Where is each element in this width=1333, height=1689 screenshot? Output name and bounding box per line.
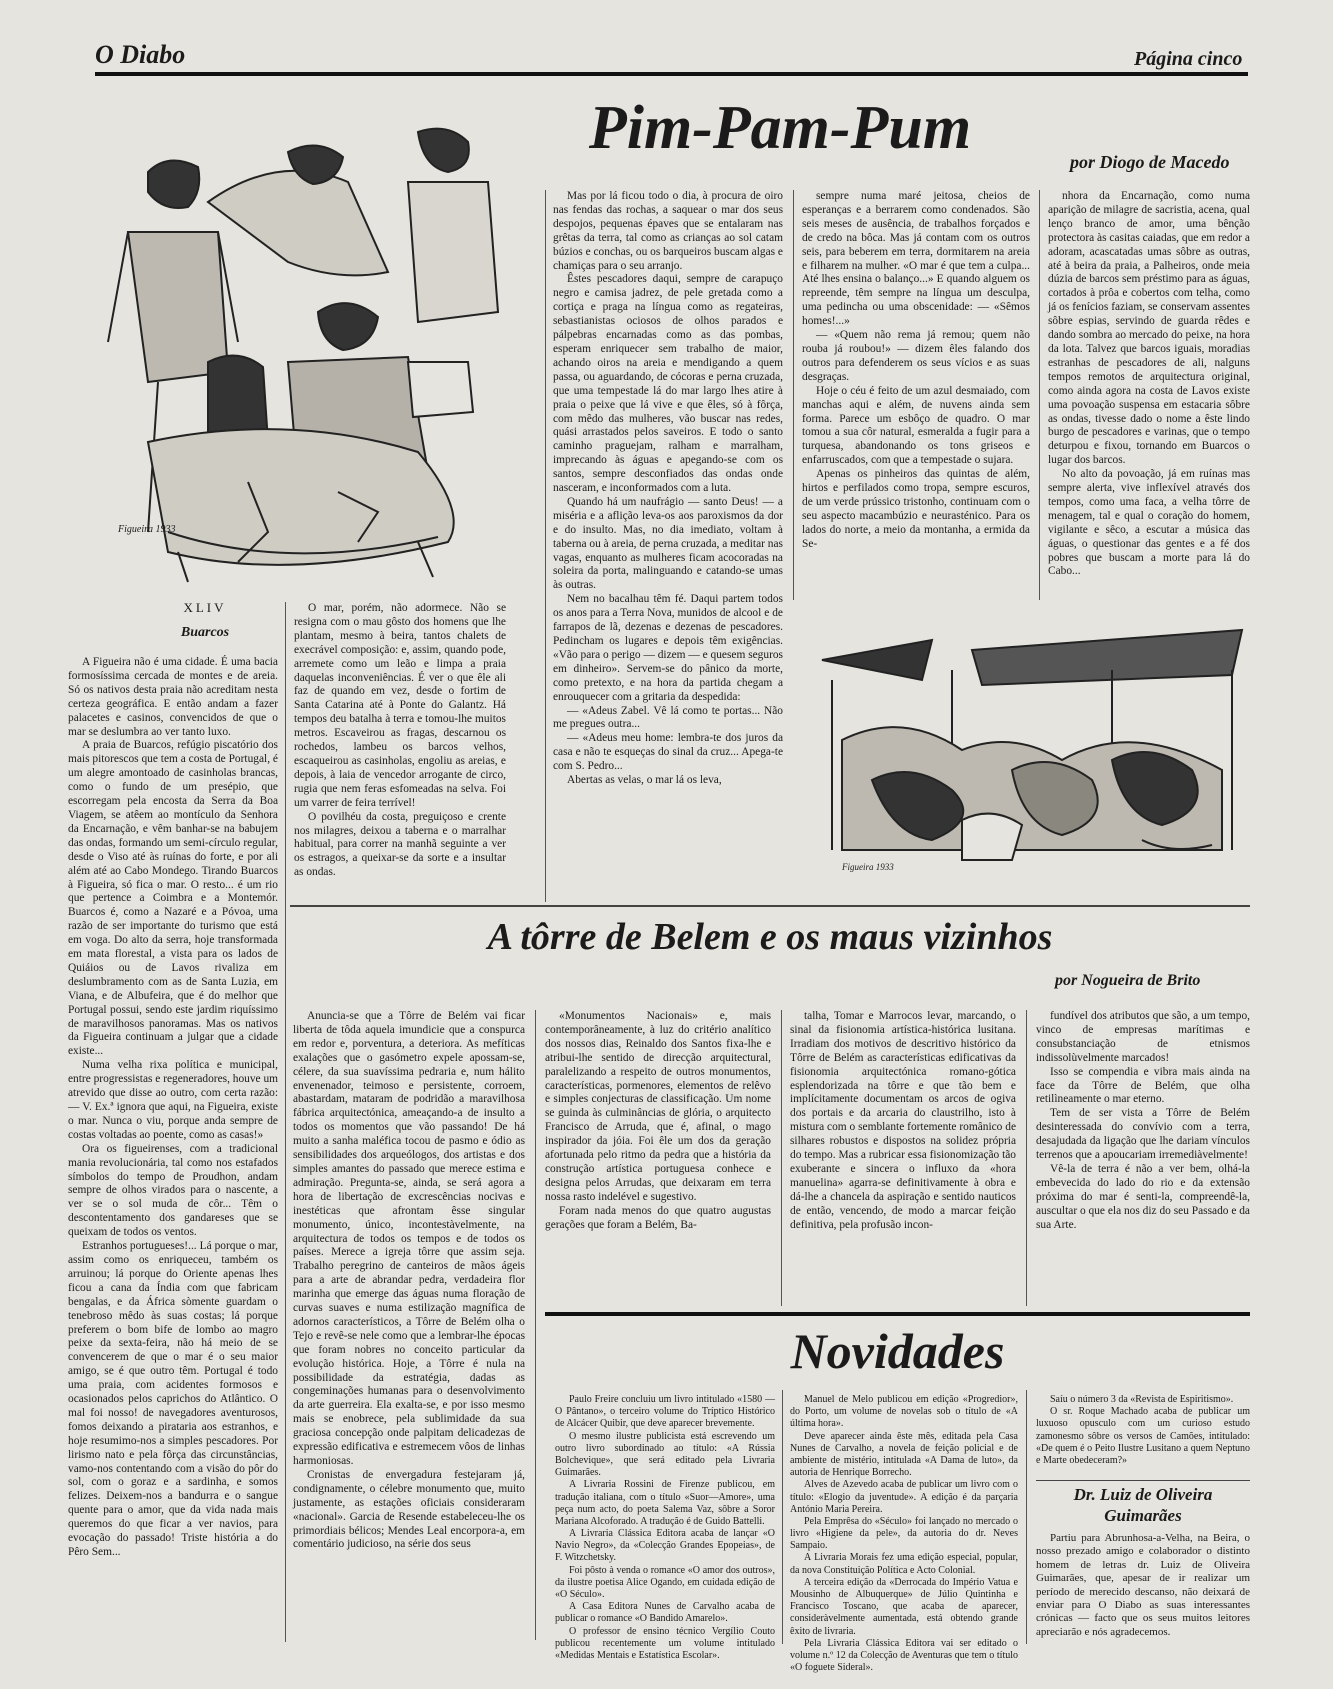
section-rule bbox=[290, 905, 1250, 907]
article1-column-1 bbox=[68, 656, 278, 1646]
paragraph: Mas por lá ficou todo o dia, à procura de oiro nas fendas das rochas, a saquear o mar dos seus despojos, pequenas épaves que se entalaram nas grêtas da terra, tal como as crianças ao sol catam búzios e conchas, ou os barqueiros buscam algas e chamiças para o seu arranjo. bbox=[553, 190, 783, 272]
paragraph: nhora da Encarnação, como numa aparição de milagre de sacristia, acena, qual lenço branco de amor, uma bênção protectora às casitas caiadas, que em redor a adoram, acascatadas umas sôbre as outras, até à beira da praia, a Palheiros, onde meia dúzia de barcos sem préstimo para as águas, cortados à prôa e cobertos com telha, como já os fenícios faziam, se conservam assentes sôbre espias, servindo de guarda rêdes e dando sombra ao mercado do peixe, na hora da lota. Talvez que barcos iguais, moradias estranhas de pescadores de ali, nalguns tempos remotos de arquitectura original, como ainda agora na costa de Lavos existe uma povoação suspensa em estacaria sôbre as ondas, tivesse dado o nome a êste lindo burgo de pescadores e varinas, que o tempo deturpou e fixou, tornando em Buarcos o lugar dos barcos. bbox=[1048, 190, 1250, 467]
novidades-column-3 bbox=[1036, 1394, 1250, 1476]
paragraph: fundível dos atributos que são, a um tempo, vinco de empresas marítimas e consubstanciação de etnismos indissolùvelmente marcados! bbox=[1036, 1010, 1250, 1064]
novidades-column-1 bbox=[555, 1394, 775, 1661]
article1-column-2 bbox=[294, 602, 506, 902]
paragraph: O mar, porém, não adormece. Não se resigna com o mau gôsto dos homens que lhe plantam, mesmo à beira, tantos chalets de execrável composição: e, assim, quando pode, arremete como um leão e limpa a praia daquelas inconveniências. É ver o que êle ali faz de quando em vez, desde o fortim de Santa Catarina até à Ponte do Galantz. Há tempos deu batalha à terra e tomou-lhe muitos metros. Escaveirou as fragas, descarnou os rochedos, lambeu os barcos velhos, escaqueirou as casinholas, engoliu as areias, e depois, à laia de vencedor arrogante de circo, rugia que nem feras esfomeadas na selva. Foi um varrer de feira terrível! bbox=[294, 602, 506, 809]
paragraph: — «Adeus Zabel. Vê lá como te portas... Não me pregues outra... bbox=[553, 704, 783, 731]
newspaper-name: O Diabo bbox=[95, 40, 186, 69]
article2-column-4 bbox=[1036, 1010, 1250, 1306]
paragraph: Êstes pescadores daqui, sempre de carapuço negro e camisa jadrez, de pele gretada como a cortiça e praga na língua como as regateiras, sebastianistas ociosos de olhos parados e pálpebras encarnadas como as das pombas, esperam enriquecer sem trabalho de maior, achando oiros na areia e mendigando a quem passa, ou aguardando, de cócoras e perna cruzada, que uma tempestade lá do mar largo lhes atire à praia o peixe que lá vive e que êles, só à fôrça, com mêdo das mulheres, vão buscar nas redes, quási arrastados pelos saveiros. E todo o santo caminho praguejam, ralham e marralham, imprecando às águas e apegando-se com os santos, sempre desconfiados das ondas onde nasceram, e inconformados com a luta. bbox=[553, 273, 783, 495]
column-divider bbox=[781, 1010, 782, 1306]
paragraph: «Monumentos Nacionais» e, mais contemporâneamente, à luz do critério analítico dos nossos dias, Reinaldo dos Santos fixa-lhe e atribui-lhe sentido de direcção arquitectural, paralelizando a respeito de outros monumentos, características, pormenores, elementos de relêvo e simples conjecturas de classificação. Um nome se guinda às culminâncias de glória, o arquitecto Francisco de Arruda, que é, afinal, o mago inspirador da jóia. Foi êle um dos da geração afortunada pelo ritmo da pedra que a história da construção artística portuguesa conhece e designa pelos Arrudas, que deixaram em terra nossa rasto indelével e sugestivo. bbox=[545, 1010, 771, 1203]
paragraph: Vê-la de terra é não a ver bem, olhá-la embevecida do lado do rio e da extensão próxima do mar é senti-la, compreendê-la, auscultar o que ela nos diz do seu Passado e da sua Arte. bbox=[1036, 1162, 1250, 1231]
column-divider bbox=[285, 602, 286, 1642]
article-byline: por Diogo de Macedo bbox=[1070, 152, 1230, 172]
illustration-signature: Figueira 1933 bbox=[842, 862, 894, 872]
paragraph: — «Quem não rema já remou; quem não rouba já roubou!» — dizem êles falando dos outros para defenderem os seus vícios e as suas desgraças. bbox=[802, 329, 1030, 383]
paragraph: No alto da povoação, já em ruínas mas sempre alerta, vive inflexível através dos tempos, como uma faca, a velha tôrre de menagem, tal e qual o coração do homem, vigilante e sêco, a escutar a música das águas, o questionar das gentes e a fé dos pobres que buscam a morte para lá do Cabo... bbox=[1048, 468, 1250, 578]
article2-column-2 bbox=[545, 1010, 771, 1306]
paragraph: Isso se compendia e vibra mais ainda na face da Tôrre de Belém, que olha retilìneamente o mar eterno. bbox=[1036, 1065, 1250, 1106]
fishermen-illustration bbox=[88, 112, 520, 590]
news-item: A Livraria Clássica Editora acaba de lançar «O Navio Negro», da «Colecção Grandes Epopeias», de F. Witzchetsky. bbox=[555, 1528, 775, 1564]
paragraph: Hoje o céu é feito de um azul desmaiado, com manchas aqui e além, de nuvens ainda sem forma. Parece um esbôço de quadro. O mar tomou a sua côr natural, esmeralda a fugir para a turquesa, abandonando os tons griseos e enfarruscados, com que a tempestade o sujara. bbox=[802, 384, 1030, 467]
paragraph: Tem de ser vista a Tôrre de Belém desinteressada do convívio com a terra, desajudada da ligação que lhe dariam vínculos terrenos que a apoucariam irremediàvelmente! bbox=[1036, 1107, 1250, 1162]
notice-rule bbox=[1036, 1480, 1250, 1481]
beach-crowd-illustration bbox=[812, 620, 1252, 885]
paragraph: talha, Tomar e Marrocos levar, marcando, o sinal da fisionomia artística-histórica lusitana. Irradiam dos motivos de descritivo histórico da Tôrre de Belém as características edificativas da fisionomia arquitectónica romano-gótica esplendorizada na tôrre e que tão bem e implícitamente documentam os arcos de ogiva dos portais e da arcaria do claustrilho, isto à mistura com o semblante fortemente românico de silhares robustos e dispostos na solidez própria do tempo. Mas a rubricar essa fisionomização tão exuberante e sincera o influxo da «hora manuelina» agarra-se definitivamente à obra e dá-lhe a chancela da aspiração e sentido nauticos de então, vencendo, de modo a marcar feição definitiva, pela profusão incon- bbox=[790, 1010, 1016, 1231]
news-item: Deve aparecer ainda êste mês, editada pela Casa Nunes de Carvalho, a novela de feição policial e de ambiente de mistério, intitulada «A Dama de luto», da autoria de Henrique Borrecho. bbox=[790, 1430, 1018, 1479]
chapter-title: Buarcos bbox=[180, 625, 230, 640]
paragraph: Quando há um naufrágio — santo Deus! — a miséria e a aflição leva-os aos paroxismos da dor e do insulto. Mas, no dia imediato, voltam à taberna ou à areia, de perna cruzada, a meditar nas vagas, enquanto as mulheres ficam acocoradas na soleira da porta, malinguando e catando-se umas às outras. bbox=[553, 495, 783, 592]
paragraph: Partiu para Abrunhosa-a-Velha, na Beira, o nosso prezado amigo e colaborador o distinto homem de letras dr. Luiz de Oliveira Guimarães, que, apesar de ir realizar um período de merecido descanso, não deixará de enviar para O Diabo as suas interessantes crónicas — facto que os seus muitos leitores apreciarão e nós agradecemos. bbox=[1036, 1532, 1250, 1638]
news-item: Paulo Freire concluiu um livro intitulado «1580 — O Pântano», o terceiro volume do Tríptico Histórico de Alcácer Quibir, que deve aparecer brevemente. bbox=[555, 1394, 775, 1430]
article2-column-3 bbox=[790, 1010, 1016, 1306]
paragraph: Estranhos portugueses!... Lá porque o mar, assim como os enriqueceu, também os arruinou; lá porque do Oriente apenas lhes ficou a cana da Índia com que fabricam bengalas, e da África sòmente guardam o tenebroso mêdo às suas costas; lá porque preferem o bom bife de lombo ao magro peixe da sexta-feira, não há meio de se convencerem de que o mar é o seu maior amigo, se é que outro têm. Portugal é todo uma praia, com acidentes formosos e ocasionados pelos caprichos do Atlântico. O mal foi nosso! de navegadores aventurosos, fomos deixando a pirataria aos estranhos, e hoje resumimo-nos a simples pescadores. Por lirismo nato e pela fôrça das circunstâncias, vamo-nos contentando com a visão do pôr do sol, com o goraz e a sardinha, e somos felizes. Deixem-nos a bandurra e o sangue quente para o amor, que da vida nada mais queremos do que ficar a ver navios, para evocação do passado! Triste história a do Pêro Sem... bbox=[68, 1240, 278, 1558]
paragraph: Cronistas de envergadura festejaram já, condignamente, o célebre monumento que, muito justamente, as estações oficiais consideraram «nacional». Garcia de Resende estabeleceu-lhe os primordiais bélicos; Mendes Leal encorpora-a, em comentário judicioso, na série dos seus bbox=[293, 1468, 525, 1551]
news-item: Pela Livraria Clássica Editora vai ser editado o volume n.º 12 da Colecção de Aventuras que tem o título «O foguete Sideral». bbox=[790, 1637, 1018, 1674]
paragraph: sempre numa maré jeitosa, cheios de esperanças e a berrarem como condenados. São seis meses de ausência, de trabalhos forçados e de credo na bôca. Mas já contam com os outros seis, para beberem em terra, dormitarem na areia e filharem na mulher. «O mar é que tem a culpa... Até lhes ensina o balanço...» E quando alguem os repreende, têm sempre na língua um desculpa, uma pedincha ou uma obscenidade: — «Sêmos homes!...» bbox=[802, 190, 1030, 328]
news-item: A Livraria Morais fez uma edição especial, popular, da nova Constituição Política e Acto Colonial. bbox=[790, 1552, 1018, 1576]
news-item: Alves de Azevedo acaba de publicar um livro com o título: «Elogio da juventude». A edição é da parçaria António Maria Pereira. bbox=[790, 1479, 1018, 1515]
article1-column-4 bbox=[802, 190, 1030, 600]
column-divider bbox=[1026, 1390, 1027, 1644]
header-rule bbox=[95, 72, 1248, 76]
news-item: A terceira edição da «Derrocada do Império Vatua e Mousinho de Albuquerque» de Júlio Quintinha e Francisco Toscano, que acaba de aparecer, consideràvelmente aumentada, está obtendo grande êxito de livraria. bbox=[790, 1576, 1018, 1637]
paragraph: Nem no bacalhau têm fé. Daqui partem todos os anos para a Terra Nova, munidos de alcool e de farrapos de lã, dezenas e dezenas de pescadores. Pedincham os lugares e depois têm exigências. «Vão para o perigo — dizem — e quesem seguros em dinheiro». Servem-se do pânico da morte, como pretexto, e na hora da partida chegam a enrouquecer com a gritaria da despedida: bbox=[553, 593, 783, 703]
paragraph: Foram nada menos do que quatro augustas gerações que foram a Belém, Ba- bbox=[545, 1204, 771, 1231]
news-item: O mesmo ilustre publicista está escrevendo um outro livro subordinado ao título: «A Rússia Bolchevique», que será editado pela Livraria Guimarães. bbox=[555, 1430, 775, 1479]
paragraph: A praia de Buarcos, refúgio piscatório dos mais pitorescos que tem a costa de Portugal, é um alegre amontoado de casinholas brancas, como o fundo de um presépio, que escorregam pela encosta da Serra da Boa Viagem, se atêem ao montículo da Senhora da Encarnação, e vêm banhar-se na babujem das ondas, formando um semi-círculo regular, desde o Viso até às ruínas do forte, e por ali além até ao Cabo Mondego. Tirando Buarcos à Figueira, só fica o mar. O resto... é um rio que pertence a Coimbra e a Montemór. Buarcos é, como a Nazaré e a Póvoa, uma razão de ser importante do turismo que está em voga. Do alto da serra, hoje transformada em mata florestal, a vista para os lados de Quiáios ou de Lavos rivaliza em deslumbramento com as de Santa Luzia, em Viana, e de Albufeira, que é do melhor que Portugal possui, sendo este jardim riquíssimo de maravilhosos panoramas. Mas os nativos da Figueira continuam a julgar que a cidade existe... bbox=[68, 739, 278, 1058]
news-item: A Livraria Rossini de Firenze publicou, em tradução italiana, com o título «Suor—Amore», uma peça num acto, do poeta Salema Vaz, sôbre a Soror Mariana Alcoforado. A tradução é de Guido Battelli. bbox=[555, 1479, 775, 1527]
notice-body bbox=[1036, 1532, 1250, 1650]
paragraph: Ora os figueirenses, com a tradicional mania revolucionária, tal como nos estafados símbolos do tempo de Proudhon, andam sempre de olhos virados para o nascente, a ver se o sol muda de côr... Têm o descontentamento dos gandareses que se queixam de todos os ventos. bbox=[68, 1142, 278, 1239]
news-item: Pela Emprêsa do «Século» foi lançado no mercado o livro «Higiene da pele», da autoria do dr. Neves Sampaio. bbox=[790, 1515, 1018, 1552]
novidades-rule bbox=[545, 1312, 1250, 1316]
paragraph: Abertas as velas, o mar lá os leva, bbox=[567, 774, 722, 787]
column-divider bbox=[545, 190, 546, 902]
novidades-column-2 bbox=[790, 1394, 1018, 1674]
column-divider bbox=[1026, 1010, 1027, 1306]
news-item: O sr. Roque Machado acaba de publicar um luxuoso opusculo com um curioso estudo zamonesmo sôbre os versos de Camões, intitulado: «De quem é o Peito Ilustre Lusitano a quem Neptuno e Marte obedeceram?» bbox=[1036, 1406, 1250, 1466]
illustration-signature: Figueira 1933 bbox=[118, 524, 176, 535]
column-divider bbox=[1039, 190, 1040, 600]
column-divider bbox=[535, 1010, 536, 1640]
article-title: Pim-Pam-Pum bbox=[588, 94, 972, 162]
page-number-label: Página cinco bbox=[1134, 48, 1243, 70]
paragraph: Apenas os pinheiros das quintas de além, hirtos e perfilados como tropa, sempre escuros, de um verde prússico tristonho, continuam com o seu aspecto macambúzio e neurasténico. Para os lados do norte, a meio da montanha, a ermida da Se- bbox=[802, 468, 1030, 550]
article2-column-1 bbox=[293, 1010, 525, 1650]
article2-byline: por Nogueira de Brito bbox=[1055, 972, 1201, 989]
paragraph: — «Adeus meu home: lembra-te dos juros da casa e não te esqueças do sinal da cruz... Apega-te com S. Pedro... bbox=[553, 732, 783, 773]
notice-title: Dr. Luiz de Oliveira Guimarães bbox=[1073, 1485, 1213, 1526]
paragraph: A Figueira não é uma cidade. É uma bacia formosíssima cercada de montes e de areia. Só os nativos desta praia não acreditam nesta certeza geográfica. E então andam a fazer palacetes e casinos, convencidos de que o mar se deslumbra ao ver tanto luxo. bbox=[68, 656, 278, 738]
news-item: A Casa Editora Nunes de Carvalho acaba de publicar o romance «O Bandido Amarelo». bbox=[555, 1601, 775, 1625]
column-divider bbox=[793, 190, 794, 600]
paragraph: Numa velha rixa política e municipal, entre progressistas e regeneradores, houve um atrevido que disse ao outro, com certa razão: — V. Ex.ª ignora que aqui, na Figueira, existe o mar. Nunca o viu, porque anda sempre de costas voltadas ao poente, como as casas!» bbox=[68, 1059, 279, 1141]
paragraph: O povilhéu da costa, preguiçoso e crente nos milagres, deixou a taberna e o marralhar habitual, para correr na manhã seguinte a ver os estragos, a queixar-se da sorte e a insultar as ondas. bbox=[294, 810, 506, 879]
news-item: O professor de ensino técnico Vergílio Couto publicou recentemente um volume intitulado «Medidas Mentais e Estatística Escolar». bbox=[555, 1625, 775, 1661]
chapter-number: XLIV bbox=[183, 600, 227, 615]
novidades-title: Novidades bbox=[790, 1323, 1005, 1379]
article2-title: A tôrre de Belem e os maus vizinhos bbox=[487, 916, 1053, 958]
news-item: Saíu o número 3 da «Revista de Espiritismo». bbox=[1050, 1394, 1234, 1405]
article1-column-3 bbox=[553, 190, 783, 902]
paragraph: Anuncia-se que a Tôrre de Belém vai ficar liberta de tôda aquela imundicie que a conspurca em redor e, porventura, a deteriora. As mefíticas exalações que o gasómetro expele apossam-se, célere, da sua suavíssima pedraria e, num hálito envenenador, teimoso e persistente, corroem, abastardam, mataram de podridão a maravilhosa fábrica arquitectónica, ameaçando-a de insulto a todos os momentos que vão passando! De há muito a sanha maléfica tocou de pasmo e ódio as sensibilidades dos arqueólogos, dos artistas e dos simples amantes do passado que merece estima e admiração. Pregunta-se, ainda, se será agora a hora de libertação de excrescências nocivas e inestéticas que afrontam êsse singular monumento, único, incontestàvelmente, na arquitectura de todos os tempos e de todos os países. Merece a igreja tôrre que assim seja. Trabalho peregrino de canteiros de mãos ágeis para a arte de abrandar pedra, verdadeira flor marinha que emerge das águas numa floração de curvas suaves e numa estilização magnífica de adornos característicos, a Tôrre de Belém olha o Tejo e revê-se nele como que a lembrar-lhe épocas que foram nobres no conceito particular da evolução histórica. Hoje, a Tôrre é nula na possibilidade da estratégia, dadas as congeminações humanas para o desenvolvimento da arte guerreira. Ela exalta-se, e por isso mesmo mais se enobrece, pela sublimidade da sua graciosa concepção onde palpitam delicadezas de expressão edificativa e estremecem vôos de linhas harmoniosas. bbox=[293, 1010, 525, 1467]
column-divider bbox=[782, 1390, 783, 1644]
article1-column-5 bbox=[1048, 190, 1250, 600]
news-item: Foi pôsto à venda o romance «O amor dos outros», da ilustre poetisa Alice Ogando, em cuidada edição de «O Século». bbox=[555, 1564, 775, 1600]
news-item: Manuel de Melo publicou em edição «Progredior», do Porto, um volume de novelas sob o título de «A última hora». bbox=[790, 1394, 1018, 1430]
